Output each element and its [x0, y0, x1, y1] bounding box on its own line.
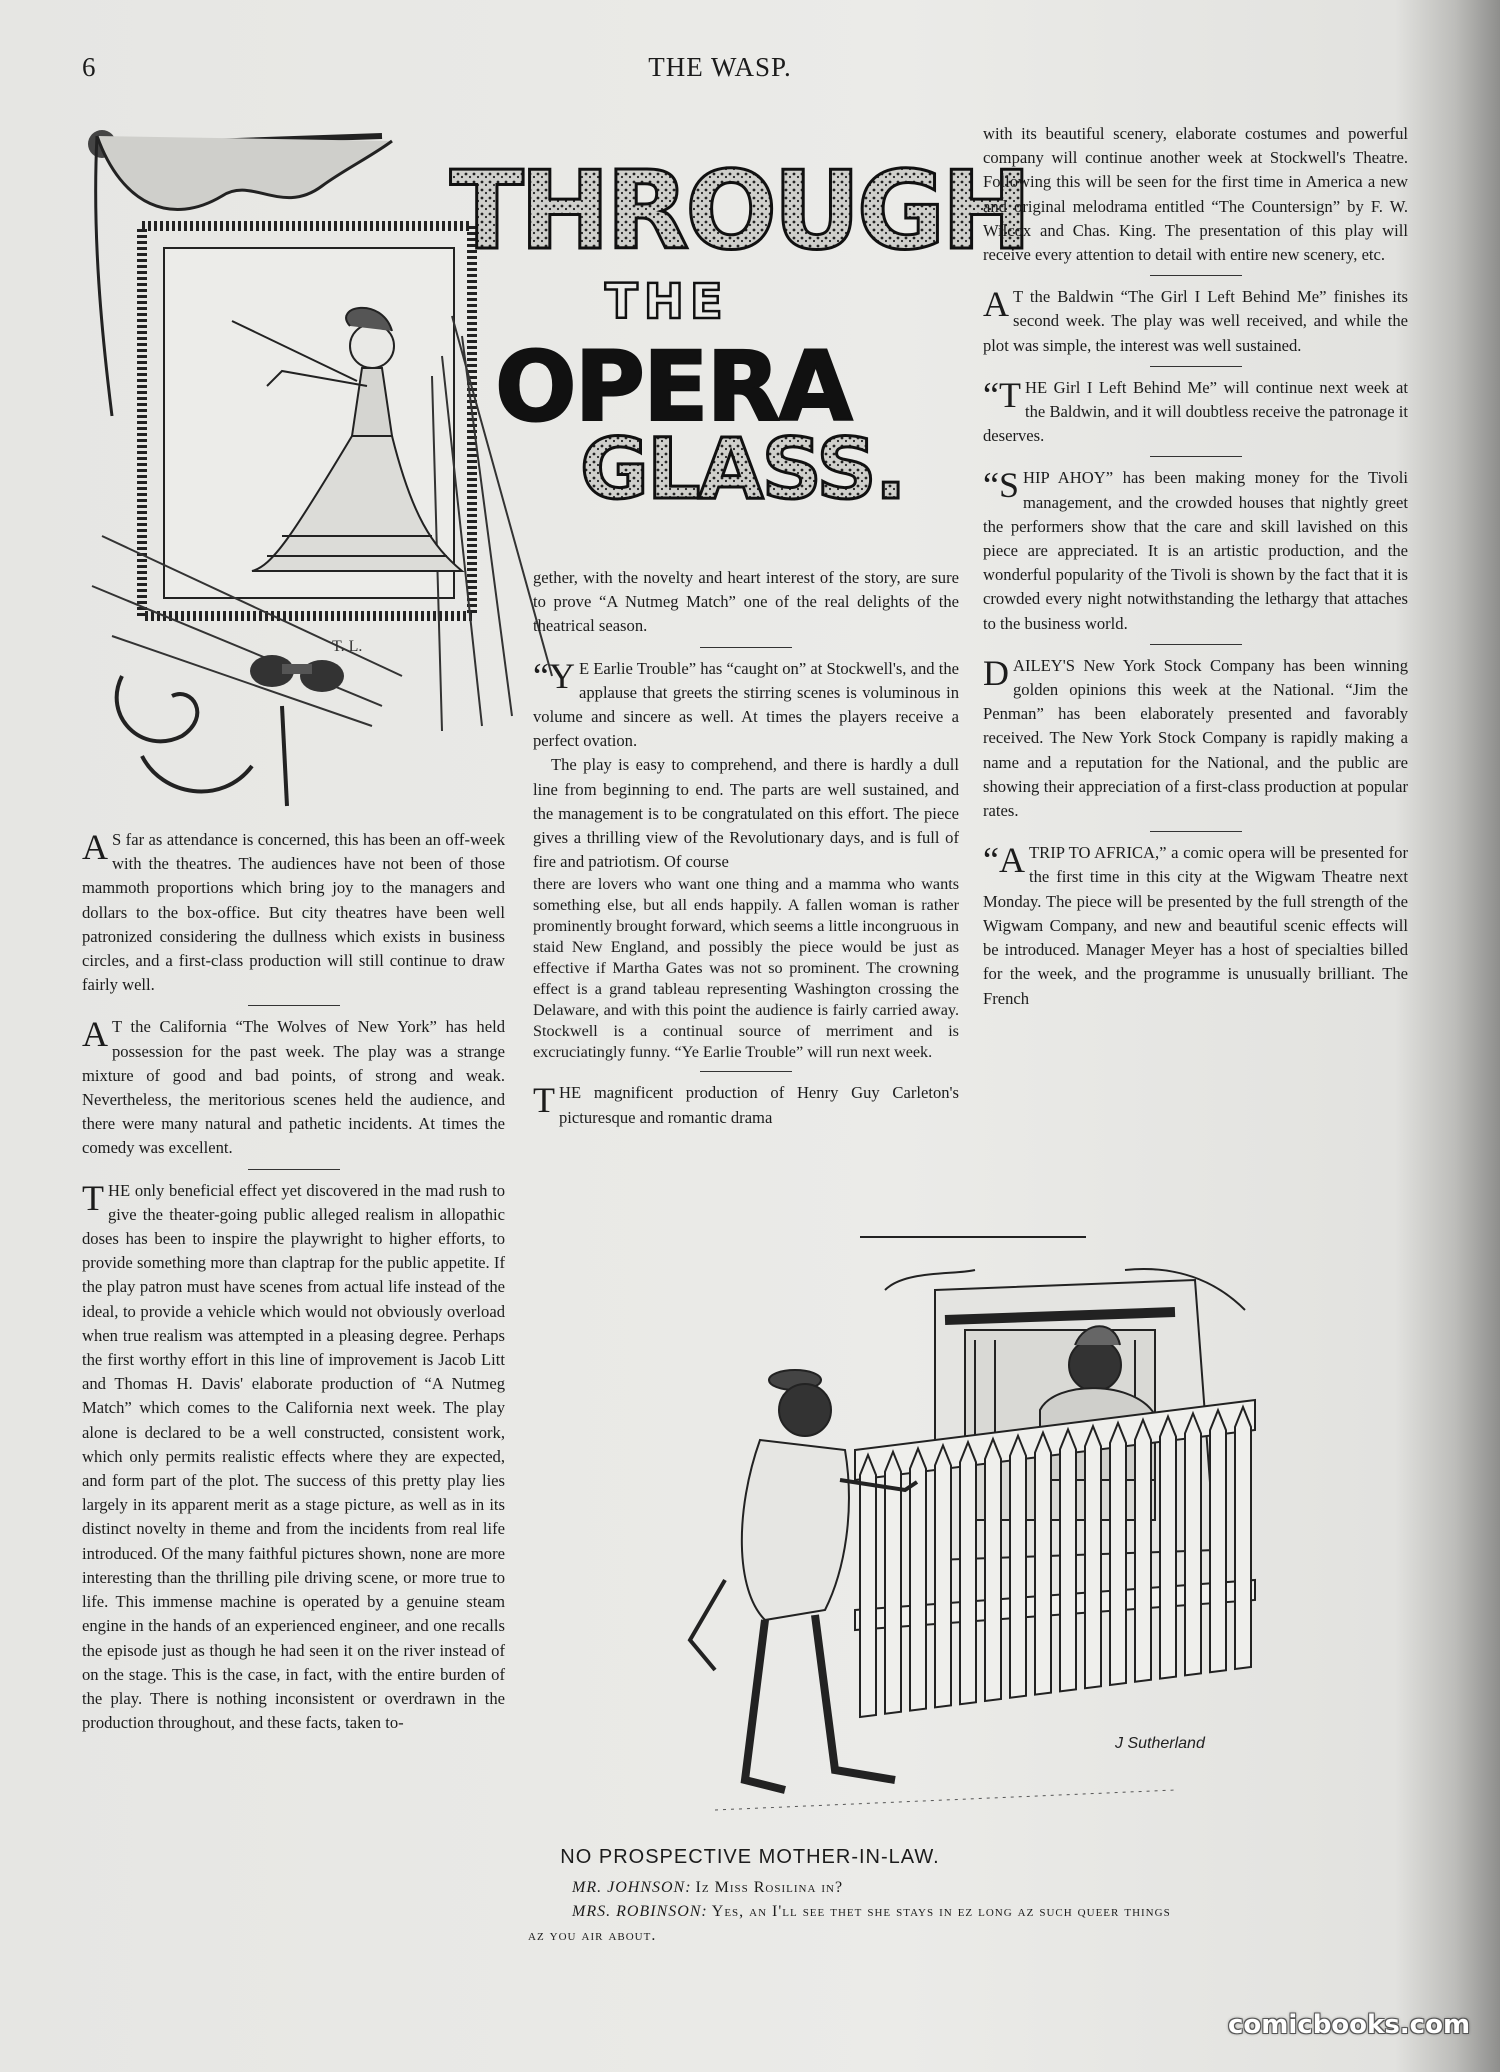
paragraph: HIP AHOY” has been making money for the Tivoli management, and the crowded houses that nightly greet the performers show that the care and skill lavished on this piece are appreciated. It is an artistic production, and the wonderful popularity of the Tivoli is shown by the fact that it is crowded every night notwithstanding the lethargy that attaches to the business world.: [983, 468, 1408, 633]
divider: [1150, 456, 1242, 457]
drop-cap: T: [533, 1080, 555, 1121]
fence-picket: [1235, 1407, 1251, 1669]
fence-picket: [885, 1452, 901, 1714]
drop-cap: A: [82, 1014, 108, 1055]
opera-glasses-icon: [250, 655, 344, 692]
drop-cap: T: [82, 1177, 104, 1218]
title-line-glass: GLASS.: [580, 420, 905, 518]
cartoon-caption-title: NO PROSPECTIVE MOTHER-IN-LAW.: [560, 1846, 940, 1868]
drop-cap: “S: [983, 465, 1019, 506]
divider: [1150, 644, 1242, 645]
title-line-the: THE: [605, 274, 729, 330]
column-2: [533, 566, 959, 1130]
paragraph: HE only beneficial effect yet discovered in the mad rush to give the theater-going public alleged realism in allopathic doses has been to inspire the playwright to higher efforts, to provide something more than claptrap for the public appetite. If the play patron must have scenes from actual life instead of the ideal, to provide a vehicle which would not obviously overload when true realism was attempted in a pleasing degree. Perhaps the first worthy effort in this line of improvement is Jacob Litt and Thomas H. Davis' elaborate production of “A Nutmeg Match” which comes to the California next week. The play alone is declared to be a well constructed, consistent work, which only permits realistic effects where they are expected, and form part of the plot. The success of this pretty play lies largely in its apparent merit as a stage picture, as well as in its distinct novelty in theme and from the incidents from real life introduced. Of the many faithful pictures shown, none are more interesting than the thrilling pile driving scene, or more true to life. This immense machine is operated by a genuine steam engine in the hands of an experienced engineer, and one recalls the episode just as though he had seen it on the river instead of on the stage. This is the case, in fact, with the entire burden of the play. There is nothing inconsistent or overdrawn in the production throughout, and these facts, taken to-: [82, 1180, 505, 1733]
dialogue-line: Iz Miss Rosilina in?: [695, 1879, 844, 1896]
paragraph: with its beautiful scenery, elaborate costumes and powerful company will continue another week at Stockwell's Theatre. Following this will be seen for the first time in America a new and original melodrama entitled “The Countersign” by F. W. Wilcox and Chas. King. The presentation of this play will receive every attention to detail with entire new scenery, etc.: [983, 124, 1408, 265]
paragraph: gether, with the novelty and heart interest of the story, are sure to prove “A Nutmeg Match” one of the real delights of the theatrical season.: [533, 568, 959, 636]
cartoon-dialogue: [528, 1876, 1408, 1948]
dialogue-line-continued: az you air about.: [528, 1927, 657, 1944]
divider: [700, 647, 792, 648]
divider: [248, 1169, 340, 1170]
cartoon-illustration: [655, 1250, 1275, 1850]
paragraph: T the California “The Wolves of New York” has held possession for the past week. The play was a strange mixture of good and bad points, of strong and weak. Nevertheless, the meritorious scenes held the audience, and there were many natural and pathetic incidents. At times the comedy was excellent.: [82, 1017, 505, 1158]
running-head: THE WASP.: [648, 52, 792, 82]
divider: [1150, 275, 1242, 276]
paragraph: T the Baldwin “The Girl I Left Behind Me” finishes its second week. The play was well received, and while the plot was simple, the interest was well sustained.: [983, 287, 1408, 355]
fence-picket: [1185, 1413, 1201, 1675]
column-1: [82, 828, 505, 1735]
picket-fence: [855, 1400, 1255, 1717]
title-line-opera: OPERA: [495, 331, 851, 443]
divider: [248, 1005, 340, 1006]
fence-picket: [1060, 1429, 1076, 1691]
drop-cap: “Y: [533, 655, 575, 696]
fence-picket: [985, 1439, 1001, 1701]
fence-picket: [860, 1455, 876, 1717]
drop-cap: “A: [983, 840, 1025, 881]
man-figure: [690, 1370, 917, 1790]
cartoon-signature: J Sutherland: [1115, 1735, 1205, 1752]
column-3: [983, 122, 1408, 1011]
paragraph: TRIP TO AFRICA,” a comic opera will be presented for the first time in this city at the Wigwam Theatre next Monday. The piece will be presented by the full strength of the Wigwam Company, and new and beautiful scenic effects will be introduced. Manager Meyer has a host of specialties billed for the week, and the programme is unusually brilliant. The French: [983, 843, 1408, 1008]
fence-picket: [1010, 1436, 1026, 1698]
drop-cap: A: [983, 284, 1009, 325]
dialogue-line: Yes, an I'll see thet she stays in ez long az such queer things: [711, 1903, 1171, 1920]
paragraph: there are lovers who want one thing and a mamma who wants something else, but all ends happily. A fallen woman is rather prominently brought forward, which seems a little incongruous in staid New England, and possibly the piece would be just as effective if Martha Gates was not so prominent. The crowning effect is a grand tableau representing Washington crossing the Delaware, and with this point the audience is fairly carried away. Stockwell is a continual source of merriment and is excruciatingly funny. “Ye Earlie Trouble” will run next week.: [533, 875, 959, 1062]
fence-picket: [1210, 1410, 1226, 1672]
paragraph: The play is easy to comprehend, and there is hardly a dull line from beginning to end. The parts are well sustained, and the management is to be congratulated on this effort. The piece gives a thrilling view of the Revolutionary days, and is full of fire and patriotism. Of course: [533, 755, 959, 872]
title-line-through: THROUGH: [450, 149, 1028, 274]
speaker-name: MRS. ROBINSON:: [572, 1903, 708, 1920]
divider: [1150, 831, 1242, 832]
fence-picket: [1085, 1426, 1101, 1688]
site-watermark: comicbooks.com: [1228, 2010, 1471, 2040]
paragraph: AILEY'S New York Stock Company has been winning golden opinions this week at the National. “Jim the Penman” has been elaborately presented and favorably received. The New York Stock Company is rapidly making a name and a reputation for the National, and the public are showing their appreciation of a first-class production at popular rates.: [983, 655, 1408, 821]
fence-picket: [935, 1445, 951, 1707]
section-title-art: [440, 140, 1028, 540]
fence-picket: [960, 1442, 976, 1704]
fence-picket: [1160, 1417, 1176, 1679]
paragraph: HE magnificent production of Henry Guy Carleton's picturesque and romantic drama: [559, 1083, 959, 1127]
fence-picket: [1035, 1433, 1051, 1695]
fence-picket: [1135, 1420, 1151, 1682]
drop-cap: D: [983, 652, 1009, 693]
paragraph: E Earlie Trouble” has “caught on” at Stockwell's, and the applause that greets the stirring scenes is voluminous in volume and sincere as well. At times the players receive a perfect ovation.: [533, 658, 959, 751]
speaker-name: MR. JOHNSON:: [572, 1879, 692, 1896]
paragraph: S far as attendance is concerned, this has been an off-week with the theatres. The audiences have not been of those mammoth proportions which bring joy to the managers and dollars to the box-office. But city theatres have been well patronized considering the dullness which exists in business circles, and a first-class production will still continue to draw fairly well.: [82, 830, 505, 995]
drop-cap: “T: [983, 374, 1021, 415]
drop-cap: A: [82, 827, 108, 867]
page-number: 6: [82, 52, 97, 82]
cartoon-divider: [860, 1236, 1086, 1238]
fence-picket: [910, 1449, 926, 1711]
fence-picket: [1110, 1423, 1126, 1685]
paragraph: HE Girl I Left Behind Me” will continue next week at the Baldwin, and it will doubtless receive the patronage it deserves.: [983, 377, 1408, 446]
divider: [1150, 366, 1242, 367]
divider: [700, 1071, 792, 1072]
banner-signature: T. L.: [332, 638, 363, 655]
